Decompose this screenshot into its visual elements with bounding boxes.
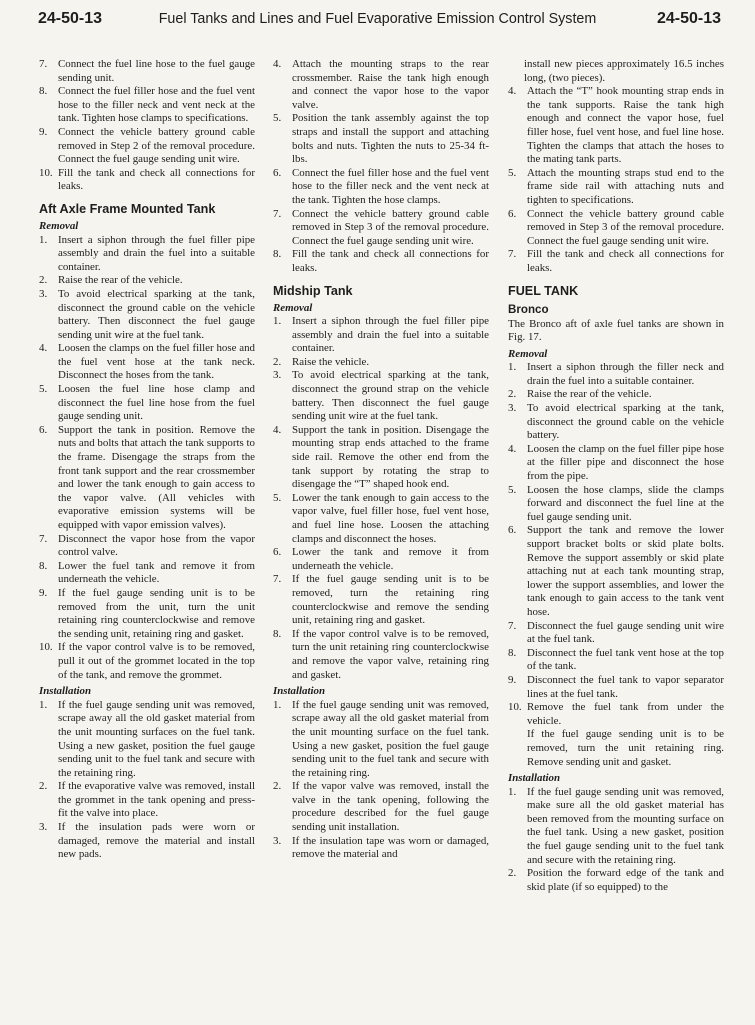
list-item xyxy=(273,628,489,682)
step-text: Loosen the fuel line hose clamp and disconnect the fuel line hose from the fuel gauge sending unit. xyxy=(58,383,255,423)
list-item xyxy=(273,58,489,112)
step-text: Disconnect the fuel tank to vapor separator lines at the fuel tank. xyxy=(527,673,724,700)
list-item xyxy=(39,533,255,560)
step-number: 8. xyxy=(39,85,48,98)
step-text: Attach the mounting straps stud end to the frame side rail with attaching nuts and tighten to specifications. xyxy=(527,166,724,206)
list-item xyxy=(39,167,255,194)
list-item xyxy=(39,821,255,862)
list-item xyxy=(39,699,255,781)
step-number: 8. xyxy=(39,559,48,572)
list-item xyxy=(273,835,489,862)
step-text: Support the tank and remove the lower support bracket bolts or skid plate bolts. Remove the support assembly or skid plate attaching nut at each tank mounting strap, lower the support assemblies, and lower the tank enough to gain access to the tank vent hose. xyxy=(527,524,724,618)
step-number: 3. xyxy=(39,821,48,834)
list-item xyxy=(39,587,255,641)
step-text: If the vapor control valve is to be removed, turn the unit retaining ring counterclockwise and remove the vapor valve, retaining ring and gasket. xyxy=(292,627,489,681)
page-header xyxy=(0,0,755,40)
list-item xyxy=(39,560,255,587)
text-column-1 xyxy=(39,58,255,862)
step-number: 1. xyxy=(273,698,282,711)
paragraph: If the fuel gauge sending unit is to be removed, turn the unit retaining ring. Remove sending unit and gasket. xyxy=(527,728,724,768)
step-text: Loosen the clamps on the fuel filler hose and the fuel vent hose at the tank neck. Disconnect the hoses from the tank. xyxy=(58,342,255,382)
procedure-label: Removal xyxy=(508,347,548,360)
continued-text: install new pieces approximately 16.5 inches long, (two pieces). xyxy=(524,58,724,84)
step-text: Fill the tank and check all connections for leaks. xyxy=(58,166,255,193)
step-number: 1. xyxy=(39,233,48,246)
step-number: 10. xyxy=(508,701,522,714)
step-number: 10. xyxy=(39,641,53,654)
step-text: Support the tank in position. Remove the nuts and bolts that attach the tank supports to the frame. Disengage the straps from the front tank support and the rear crossmember and lower the tank enough to gain access to the vapor valve. (All vehicles with evaporative emission systems will be equipped with vapor emission valves). xyxy=(58,423,255,531)
step-text: If the insulation tape was worn or damaged, remove the material and xyxy=(292,834,489,861)
step-text: Connect the fuel filler hose and the fuel vent hose to the filler neck and the vent neck at the tank. Tighten the hose clamps. xyxy=(292,166,489,206)
step-text: If the fuel gauge sending unit was removed, make sure all the old gasket material has been removed from the mounting surface on the fuel tank. Using a new gasket, position the fuel gauge sending unit to the fuel tank and secure with the retaining ring. xyxy=(527,785,724,866)
step-text: Insert a siphon through the fuel filler pipe assembly and drain the fuel into a suitable container. xyxy=(58,233,255,273)
step-number: 9. xyxy=(508,673,517,686)
step-text: Connect the fuel line hose to the fuel gauge sending unit. xyxy=(58,58,255,84)
step-number: 2. xyxy=(508,867,517,880)
step-text: If the evaporative valve was removed, install the grommet in the tank opening and press-fit the valve into place. xyxy=(58,780,255,820)
step-number: 9. xyxy=(39,586,48,599)
step-text: If the vapor valve was removed, install the valve in the tank opening, following the procedure described for the fuel gauge sending unit installation. xyxy=(292,780,489,834)
step-number: 8. xyxy=(508,646,517,659)
list-item xyxy=(508,786,724,868)
list-item xyxy=(508,484,724,525)
step-number: 8. xyxy=(273,627,282,640)
list-item xyxy=(508,388,724,402)
step-text: Insert a siphon through the fuel filler pipe assembly and drain the fuel into a suitable container. xyxy=(292,315,489,355)
step-text: To avoid electrical sparking at the tank, disconnect the ground cable on the vehicle battery. Then disconnect the fuel gauge sending unit wire at the fuel tank. xyxy=(58,287,255,341)
procedure-label: Installation xyxy=(39,685,92,698)
step-number: 7. xyxy=(39,532,48,545)
step-number: 7. xyxy=(39,58,48,70)
step-number: 7. xyxy=(508,619,517,632)
list-item xyxy=(39,342,255,383)
text-column-2 xyxy=(273,58,489,862)
step-number: 3. xyxy=(39,287,48,300)
step-number: 4. xyxy=(508,85,517,98)
list-item xyxy=(39,58,255,85)
list-item xyxy=(508,524,724,619)
procedure-label: Installation xyxy=(273,685,326,698)
step-text: Support the tank in position. Disengage the mounting strap ends attached to the frame side rail. Remove the other end from the tank support by rotating the strap to disengage the “T” shaped hook end. xyxy=(292,423,489,491)
step-number: 4. xyxy=(273,58,282,70)
section-heading: Aft Axle Frame Mounted Tank xyxy=(39,201,216,216)
list-item xyxy=(39,424,255,533)
list-item xyxy=(273,248,489,275)
subsection-heading: Bronco xyxy=(508,302,549,316)
paragraph: The Bronco aft of axle fuel tanks are shown in Fig. 17. xyxy=(508,317,724,344)
step-number: 6. xyxy=(273,166,282,179)
step-text: If the vapor control valve is to be removed, pull it out of the grommet located in the top of the tank, and remove the grommet. xyxy=(58,641,255,681)
step-number: 2. xyxy=(508,388,517,401)
step-text: Raise the rear of the vehicle. xyxy=(527,388,652,401)
list-item xyxy=(39,85,255,126)
list-item xyxy=(273,546,489,573)
step-text: Raise the vehicle. xyxy=(292,355,370,368)
step-text: If the fuel gauge sending unit was removed, scrape away all the old gasket material from the unit mounting surface on the fuel tank. Using a new gasket, position the fuel gauge sending unit to the fuel tank and secure with the retaining ring. xyxy=(292,698,489,779)
step-number: 5. xyxy=(508,483,517,496)
step-text: Disconnect the fuel gauge sending unit wire at the fuel tank. xyxy=(527,619,724,646)
step-text: Raise the rear of the vehicle. xyxy=(58,274,183,287)
step-text: If the fuel gauge sending unit is to be removed from the unit, turn the unit retaining ring counterclockwise and remove the sending unit, retaining ring and gasket. xyxy=(58,586,255,640)
list-item xyxy=(508,402,724,443)
list-item xyxy=(39,274,255,288)
step-text: Loosen the hose clamps, slide the clamps forward and disconnect the fuel line at the fuel gauge sending unit. xyxy=(527,483,724,523)
procedure-label: Removal xyxy=(39,219,79,232)
step-number: 6. xyxy=(508,207,517,220)
step-text: If the fuel gauge sending unit is to be removed, turn the retaining ring counterclockwise and remove the sending unit, retaining ring and gasket. xyxy=(292,573,489,627)
step-number: 7. xyxy=(273,207,282,220)
step-number: 7. xyxy=(508,248,517,261)
step-number: 2. xyxy=(39,274,48,287)
list-item xyxy=(273,112,489,166)
step-number: 3. xyxy=(508,402,517,415)
step-text: Connect the vehicle battery ground cable removed in Step 3 of the removal procedure. Connect the fuel gauge sending unit wire. xyxy=(527,207,724,247)
list-item xyxy=(39,641,255,682)
step-text: Attach the mounting straps to the rear crossmember. Raise the tank high enough and connect the vapor hose to the vapor valve. xyxy=(292,58,489,111)
section-heading: Midship Tank xyxy=(273,283,353,298)
step-number: 4. xyxy=(273,423,282,436)
page-title: Fuel Tanks and Lines and Fuel Evaporative Emission Control System xyxy=(158,11,597,27)
step-text: Fill the tank and check all connections for leaks. xyxy=(527,248,724,274)
step-number: 2. xyxy=(39,780,48,793)
step-number: 10. xyxy=(39,166,53,179)
step-text: Connect the vehicle battery ground cable removed in Step 2 of the removal procedure. Connect the fuel gauge sending unit wire. xyxy=(58,125,255,166)
list-item xyxy=(273,699,489,781)
step-text: If the insulation pads were worn or damaged, remove the material and install new pads. xyxy=(58,821,255,861)
step-text: Disconnect the vapor hose from the vapor control valve. xyxy=(58,532,255,559)
step-text: If the fuel gauge sending unit was removed, scrape away all the old gasket material from the unit mounting surfaces on the fuel tank. Using a new gasket, position the fuel gauge sending unit to the fuel tank and secure with the retaining ring. xyxy=(58,698,255,779)
list-item xyxy=(508,167,724,208)
list-item xyxy=(508,85,724,167)
list-item xyxy=(508,620,724,647)
step-number: 9. xyxy=(39,125,48,138)
list-item xyxy=(508,248,724,275)
list-item xyxy=(39,383,255,424)
step-text: To avoid electrical sparking at the tank, disconnect the ground cable on the vehicle battery. xyxy=(527,402,724,442)
step-text: Attach the “T” hook mounting strap ends in the tank supports. Raise the tank high enough and connect the vapor hose, fuel filler hose, fuel vent hose, and fuel line hose. Tighten the clamps that attach the hoses to the mating tank parts. xyxy=(527,85,724,166)
list-item xyxy=(273,167,489,208)
step-number: 3. xyxy=(273,369,282,382)
list-item xyxy=(508,361,724,388)
step-number: 5. xyxy=(273,112,282,125)
list-item xyxy=(508,674,724,701)
step-number: 2. xyxy=(273,355,282,368)
list-item xyxy=(508,647,724,674)
step-text: Position the forward edge of the tank and skid plate (if so equipped) to the xyxy=(527,867,724,893)
step-text: Lower the fuel tank and remove it from underneath the vehicle. xyxy=(58,559,255,586)
section-heading: FUEL TANK xyxy=(508,283,579,298)
step-number: 2. xyxy=(273,780,282,793)
step-text: Loosen the clamp on the fuel filler pipe hose at the filler pipe and disconnect the hose from the pipe. xyxy=(527,442,724,483)
step-text: Disconnect the fuel tank vent hose at the top of the tank. xyxy=(527,646,724,673)
step-number: 1. xyxy=(508,785,517,798)
page-number-right: 24-50-13 xyxy=(656,10,721,27)
step-number: 5. xyxy=(39,383,48,396)
list-item xyxy=(39,780,255,821)
step-number: 3. xyxy=(273,834,282,847)
step-number: 6. xyxy=(273,546,282,559)
list-item xyxy=(508,208,724,249)
step-text: Insert a siphon through the filler neck and drain the fuel into a suitable container. xyxy=(527,361,724,387)
list-item xyxy=(273,369,489,423)
list-item xyxy=(273,356,489,370)
list-item xyxy=(508,867,724,894)
list-item xyxy=(508,443,724,484)
step-number: 6. xyxy=(39,423,48,436)
step-number: 1. xyxy=(273,315,282,328)
step-number: 6. xyxy=(508,524,517,537)
procedure-label: Installation xyxy=(508,772,561,785)
list-item xyxy=(39,234,255,275)
list-item xyxy=(39,126,255,167)
list-item xyxy=(273,208,489,249)
text-column-3 xyxy=(508,58,724,894)
step-number: 7. xyxy=(273,573,282,586)
step-number: 5. xyxy=(508,166,517,179)
step-text: Remove the fuel tank from under the vehicle. xyxy=(527,701,724,727)
list-item xyxy=(508,701,724,728)
list-item xyxy=(39,288,255,342)
procedure-label: Removal xyxy=(273,301,313,314)
step-text: Connect the vehicle battery ground cable removed in Step 3 of the removal procedure. Connect the fuel gauge sending unit wire. xyxy=(292,207,489,247)
step-text: Position the tank assembly against the top straps and install the support and attaching bolts and nuts. Tighten the nuts to 25-34 ft-lbs. xyxy=(292,112,489,166)
step-text: Lower the tank and remove it from underneath the vehicle. xyxy=(292,546,489,572)
step-number: 1. xyxy=(508,361,517,374)
step-number: 5. xyxy=(273,491,282,504)
list-item xyxy=(273,780,489,834)
step-number: 4. xyxy=(39,342,48,355)
step-text: Connect the fuel filler hose and the fuel vent hose to the filler neck and vent neck at the tank. Tighten hose clamps to specifications. xyxy=(58,85,255,125)
step-number: 4. xyxy=(508,442,517,455)
list-item xyxy=(273,424,489,492)
step-text: Fill the tank and check all connections for leaks. xyxy=(292,248,489,274)
step-number: 8. xyxy=(273,248,282,261)
step-text: Lower the tank enough to gain access to the vapor valve, fuel filler hose, fuel vent hose, and fuel line hose. Loosen the attaching clamps and disconnect the hoses. xyxy=(292,491,489,545)
page-number-left: 24-50-13 xyxy=(38,10,103,27)
step-text: To avoid electrical sparking at the tank, disconnect the ground strap on the vehicle battery. Then disconnect the fuel gauge sending unit wire at the fuel tank. xyxy=(292,369,489,423)
step-number: 1. xyxy=(39,698,48,711)
list-item xyxy=(273,492,489,546)
list-item xyxy=(273,315,489,356)
list-item xyxy=(273,573,489,627)
